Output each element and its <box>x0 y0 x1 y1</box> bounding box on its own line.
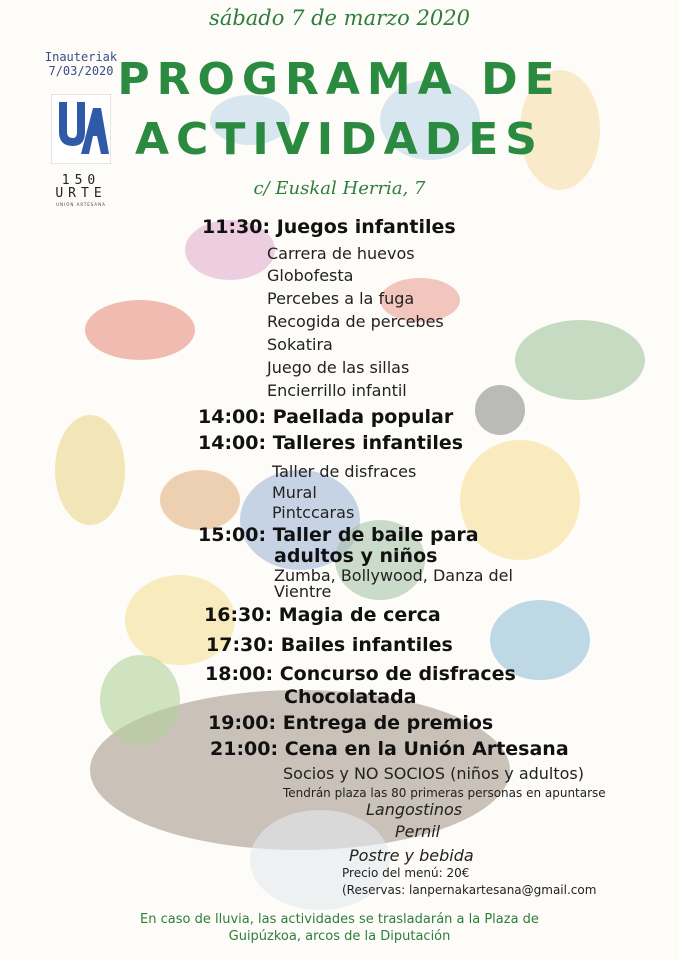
heading-bailes: 17:30: Bailes infantiles <box>206 634 453 656</box>
list-item: Encierrillo infantil <box>267 381 407 400</box>
event-date: sábado 7 de marzo 2020 <box>209 6 470 30</box>
list-item: Globofesta <box>267 266 354 285</box>
list-item: Pintccaras <box>272 503 355 522</box>
list-item: Mural <box>272 483 317 502</box>
heading-magia: 16:30: Magia de cerca <box>204 604 441 626</box>
cena-socios: Socios y NO SOCIOS (niños y adultos) <box>283 764 584 783</box>
list-item: Taller de disfraces <box>272 462 417 481</box>
logo-caption <box>38 50 124 78</box>
heading-cena: 21:00: Cena en la Unión Artesana <box>210 738 569 760</box>
logo-150-urte <box>38 174 124 200</box>
page-title-line2: ACTIVIDADES <box>135 114 544 165</box>
list-item: Percebes a la fuga <box>267 289 415 308</box>
union-artesana-logo <box>38 50 124 212</box>
menu-item: Postre y bebida <box>349 846 474 865</box>
list-item: Carrera de huevos <box>267 244 415 263</box>
chocolatada: Chocolatada <box>284 686 417 708</box>
list-item: Recogida de percebes <box>267 312 444 331</box>
rain-notice-line1: En caso de lluvia, las actividades se trasladarán a la Plaza de <box>140 912 539 927</box>
rain-notice-line2: Guipúzkoa, arcos de la Diputación <box>228 929 451 944</box>
heading-juegos: 11:30: Juegos infantiles <box>202 216 456 238</box>
logo-number: 150 <box>61 173 101 188</box>
menu-item: Pernil <box>395 822 441 841</box>
list-item: Sokatira <box>267 335 333 354</box>
ua-logo-icon <box>51 94 111 164</box>
heading-paellada: 14:00: Paellada popular <box>198 406 454 428</box>
heading-baile-line1: 15:00: Taller de baile para <box>198 524 479 546</box>
heading-talleres: 14:00: Talleres infantiles <box>198 432 464 454</box>
page-title-line1: PROGRAMA DE <box>117 54 562 105</box>
reservations-email: (Reservas: lanpernakartesana@gmail.com <box>342 883 597 897</box>
logo-caption-line1: Inauteriak <box>44 50 118 64</box>
heading-premios: 19:00: Entrega de premios <box>208 712 494 734</box>
heading-concurso: 18:00: Concurso de disfraces <box>205 663 516 685</box>
cena-plazas: Tendrán plaza las 80 primeras personas en apuntarse <box>283 786 606 800</box>
logo-caption-line2: 7/03/2020 <box>48 64 114 78</box>
logo-word: URTE <box>55 186 107 201</box>
heading-baile-line2: adultos y niños <box>274 545 438 567</box>
menu-price: Precio del menú: 20€ <box>342 866 470 880</box>
event-address: c/ Euskal Herria, 7 <box>253 178 426 199</box>
baile-detail-line1: Zumba, Bollywood, Danza del <box>274 566 513 585</box>
baile-detail-line2: Vientre <box>274 582 332 601</box>
logo-small-text: UNIÓN ARTESANA <box>56 202 106 207</box>
menu-item: Langostinos <box>366 800 463 819</box>
list-item: Juego de las sillas <box>267 358 410 377</box>
